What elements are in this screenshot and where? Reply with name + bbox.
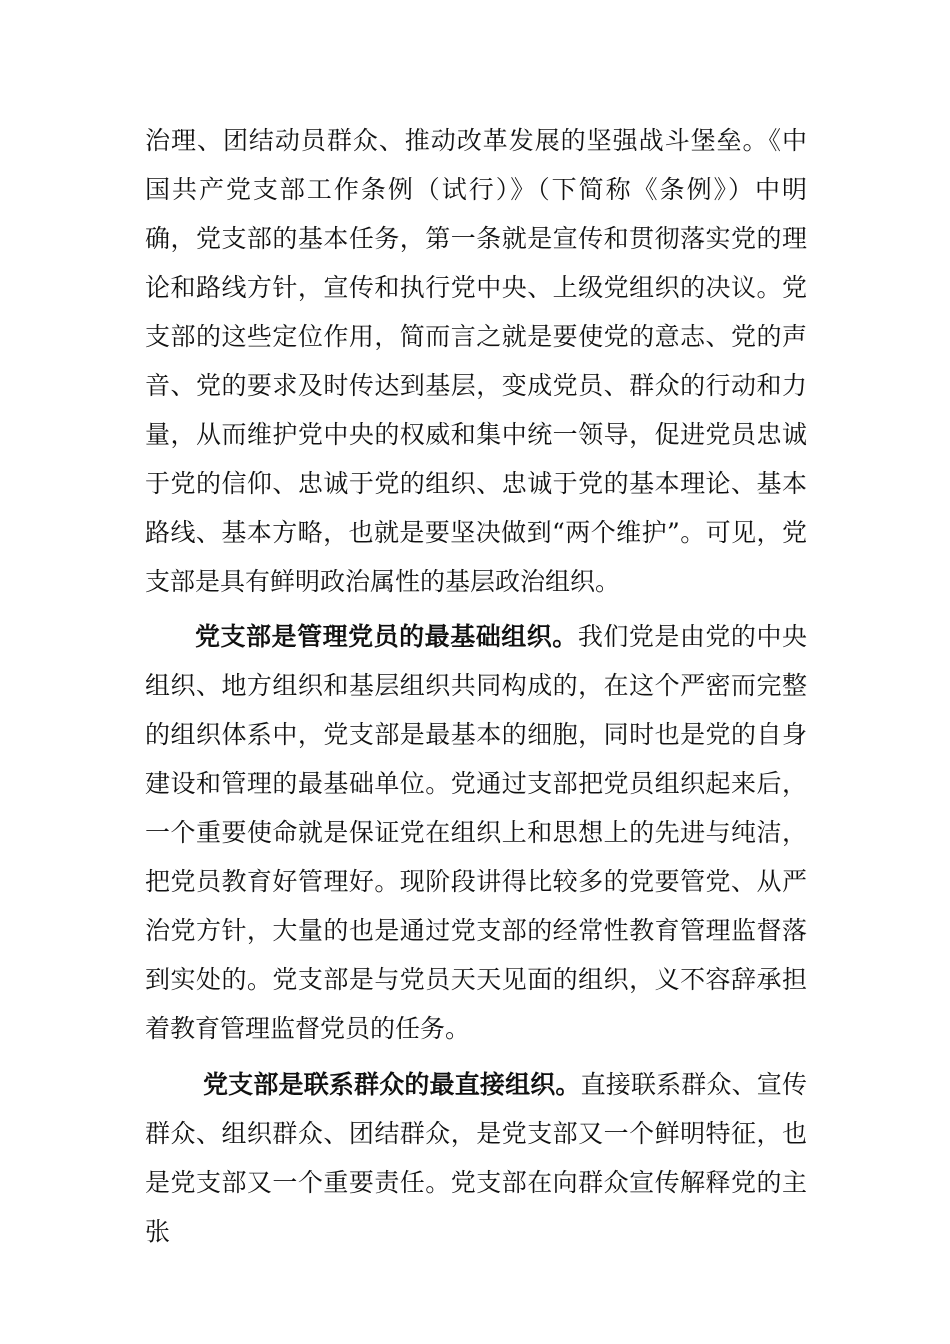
paragraph-1-body: 治理、团结动员群众、推动改革发展的坚强战斗堡垒。《中国共产党支部工作条例（试行）》（下简称《条例》）中明确，党支部的基本任务，第一条就是宣传和贯彻落实党的理论和路线方针，宣传和执行党中央、上级党组织的决议。党支部的这些定位作用，简而言之就是要使党的意志、党的声音、党的要求及时传达到基层，变成党员、群众的行动和力量，从而维护党中央的权威和集中统一领导，促进党员忠诚于党的信仰、忠诚于党的组织、忠诚于党的基本理论、基本路线、基本方略，也就是要坚决做到“两个维护”。可见，党支部是具有鲜明政治属性的基层政治组织。 <box>145 126 807 596</box>
paragraph-2-body: 我们党是由党的中央组织、地方组织和基层组织共同构成的，在这个严密而完整的组织体系中，党支部是最基本的细胞，同时也是党的自身建设和管理的最基础单位。党通过支部把党员组织起来后，一个重要使命就是保证党在组织上和思想上的先进与纯洁，把党员教育好管理好。现阶段讲得比较多的党要管党、从严治党方针，大量的也是通过党支部的经常性教育管理监督落到实处的。党支部是与党员天天见面的组织，义不容辞承担着教育管理监督党员的任务。 <box>145 622 807 1043</box>
paragraph-2 <box>145 612 807 1053</box>
paragraph-3-body: 直接联系群众、宣传群众、组织群众、团结群众，是党支部又一个鲜明特征，也是党支部又一个重要责任。党支部在向群众宣传解释党的主张 <box>145 1070 807 1246</box>
paragraph-3-text <box>145 1060 807 1256</box>
paragraph-3-lead: 党支部是联系群众的最直接组织。 <box>203 1070 581 1099</box>
paragraph-1-text <box>145 116 807 606</box>
paragraph-2-text <box>145 612 807 1053</box>
paragraph-3 <box>145 1060 807 1256</box>
paragraph-2-lead: 党支部是管理党员的最基础组织。 <box>195 622 578 651</box>
paragraph-1 <box>145 116 807 606</box>
